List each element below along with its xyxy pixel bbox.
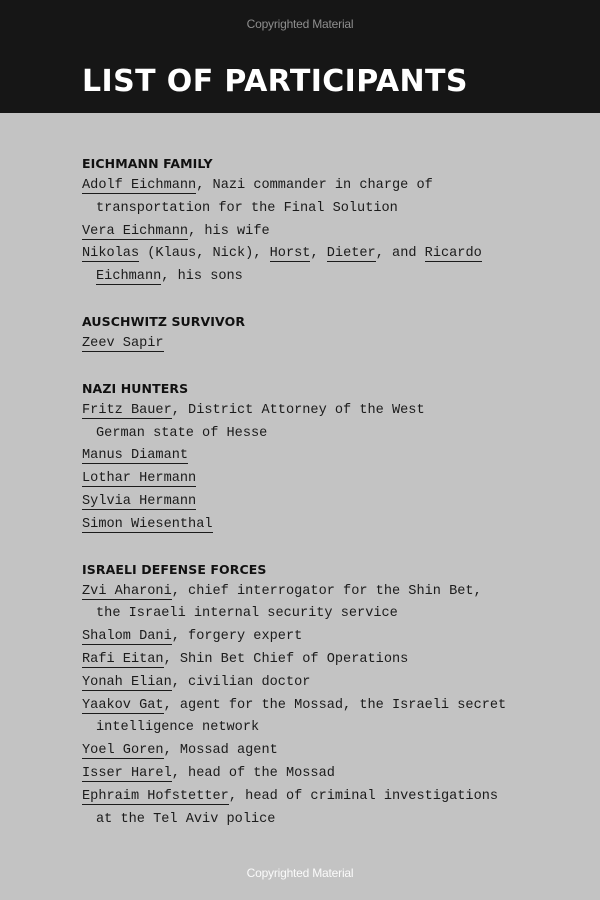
participant-name: Yaakov Gat (82, 697, 164, 713)
participant-entry (82, 445, 582, 468)
participant-section (82, 378, 582, 537)
participant-name: Sylvia Hermann (82, 493, 197, 509)
participant-description: , Mossad agent (163, 743, 278, 759)
participant-description: , District Attorney of the West German state of Hesse (96, 402, 425, 441)
participant-entry (82, 740, 582, 763)
participant-entry (82, 763, 582, 786)
participant-entry (82, 581, 582, 627)
participant-description: , agent for the Mossad, the Israeli secret intelligence network (96, 697, 507, 736)
participant-description: (Klaus, Nick), (139, 246, 270, 262)
participant-description: , and (375, 246, 425, 262)
participant-name: Zeev Sapir (82, 335, 164, 351)
participant-name: Ricardo (424, 246, 482, 262)
section-heading: AUSCHWITZ SURVIVOR (82, 313, 246, 329)
participant-entry (82, 626, 582, 649)
participant-name: Vera Eichmann (82, 223, 189, 239)
participant-section (82, 311, 582, 356)
participant-description: , head of the Mossad (171, 765, 335, 781)
participant-description: , (310, 246, 327, 262)
participant-description: , his sons (161, 269, 243, 285)
participant-entry (82, 175, 582, 221)
participant-name: Eichmann (96, 269, 162, 285)
participant-entry (82, 333, 582, 356)
participant-description: , Nazi commander in charge of transportation for the Final Solution (96, 178, 433, 216)
participant-name: Adolf Eichmann (82, 178, 197, 193)
participant-name: Simon Wiesenthal (82, 516, 213, 532)
participant-description: , his wife (188, 223, 270, 239)
section-heading: EICHMANN FAMILY (82, 156, 213, 171)
participants-list (82, 153, 582, 853)
participant-entry (82, 221, 582, 244)
participant-name: Zvi Aharoni (82, 583, 172, 599)
participant-name: Yonah Elian (82, 674, 172, 690)
participant-name: Isser Harel (82, 765, 172, 781)
participant-entry (82, 786, 582, 832)
watermark-bottom: Copyrighted Material (246, 866, 354, 880)
participant-description: , forgery expert (171, 629, 303, 645)
participant-name: Rafi Eitan (82, 651, 164, 667)
participant-entry (82, 243, 582, 289)
participant-name: Nikolas (82, 246, 140, 262)
section-heading: ISRAELI DEFENSE FORCES (82, 561, 267, 577)
participant-entry (82, 649, 582, 672)
participant-description: , head of criminal investigations at the Tel Aviv police (96, 788, 499, 827)
watermark-top: Copyrighted Material (246, 17, 354, 31)
participant-section (82, 559, 582, 832)
participant-entry (82, 400, 582, 446)
participant-description: , civilian doctor (171, 674, 311, 690)
participant-description: , Shin Bet Chief of Operations (163, 651, 409, 667)
participant-entry (82, 468, 582, 491)
participant-entry (82, 491, 582, 514)
participant-name: Yoel Goren (82, 743, 164, 759)
participant-name: Shalom Dani (82, 629, 172, 645)
participant-name: Horst (269, 246, 311, 262)
participant-name: Ephraim Hofstetter (82, 788, 229, 804)
participant-section (82, 153, 582, 289)
participant-name: Dieter (326, 246, 376, 262)
participant-name: Manus Diamant (82, 448, 189, 464)
participant-entry (82, 695, 582, 741)
participant-entry (82, 672, 582, 695)
section-heading: NAZI HUNTERS (82, 380, 189, 396)
participant-name: Fritz Bauer (82, 402, 172, 418)
participant-description: , chief interrogator for the Shin Bet, the Israeli internal security service (96, 583, 482, 622)
page-title: LIST OF PARTICIPANTS (82, 64, 468, 99)
participant-name: Lothar Hermann (82, 471, 197, 487)
participant-entry (82, 514, 582, 537)
